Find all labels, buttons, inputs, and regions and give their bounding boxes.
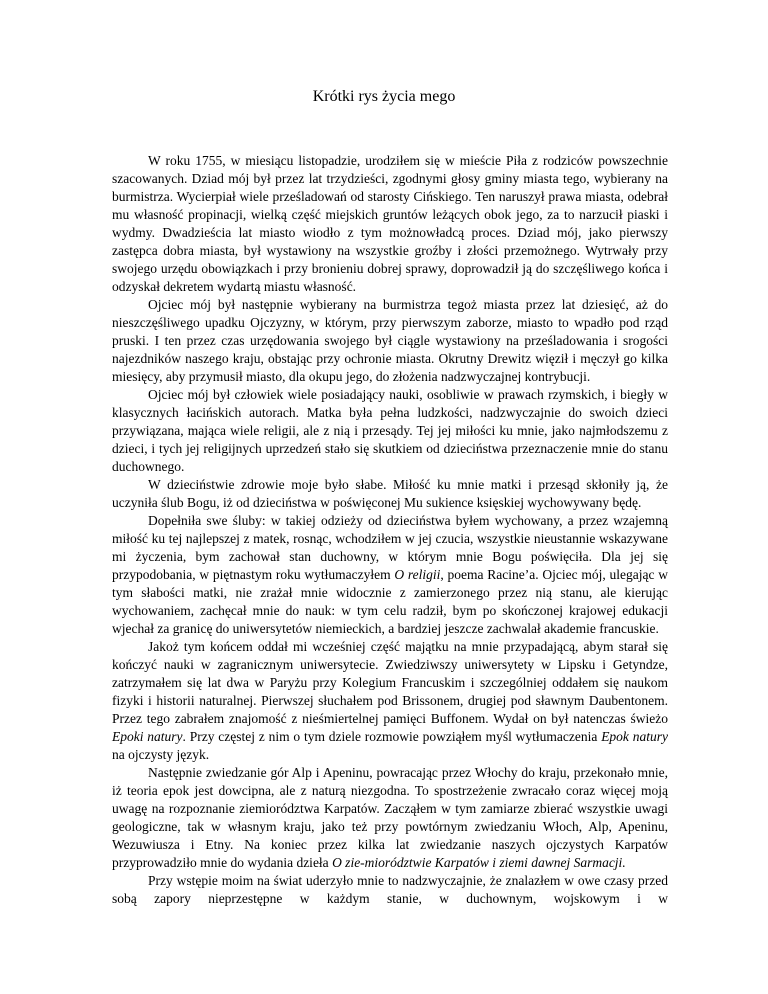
- paragraph-text: W roku 1755, w miesiącu listopadzie, urodziłem się w mieście Piła z rodziców powszechnie szacowanych. Dziad mój był przez lat trzydzieści, zgodnymi głosy gminy miasta tego, wybierany na burmistrza. Wycierpiał wiele prześladowań od starosty Cińskiego. Ten naruszył prawa miasta, odebrał mu własność propinacji, wielką część miejskich gruntów leżących obok jego, za to narzucił piaski i wydmy. Dwadzieścia lat miasto wiodło z tym możnowładcą proces. Dziad mój, jako pierwszy zastępca dobra miasta, był wystawiony na wszystkie groźby i złości przemożnego. Wytrwały przy swojego urzędu obowiązkach i przy bronieniu dobrej sprawy, doprowadził ją do szczęśliwego końca i odzyskał dekretem wydartą miastu własność.: [112, 153, 668, 294]
- paragraph-continued: Przy wstępie moim na świat uderzyło mnie to nadzwyczajnie, że znalazłem w owe czasy przed sobą zapory nieprzestępne w każdym stanie, w duchownym, wojskowym i w: [112, 873, 668, 906]
- paragraph: [112, 296, 668, 386]
- paragraph-text: Jakoż tym końcem oddał mi wcześniej część majątku na mnie przypadającą, abym starał się kończyć nauki w zagranicznym uniwersytecie. Zwiedziwszy uniwersytety w Lipsku i Getyndze, zatrzymałem się lat dwa w Paryżu przy Kolegium Francuskim i szczególniej oddałem się naukom fizyki i historii naturalnej. Pierwszej słuchałem pod Brissonem, drugiej pod sławnym Daubentonem. Przez tego zabrałem znajomość z nieśmiertelnej pamięci Buffonem. Wydał on był natenczas świeżo: [112, 639, 668, 726]
- paragraph-text: . Przy częstej z nim o tym dziele rozmowie powziąłem myśl wytłumaczenia: [182, 729, 602, 744]
- paragraph: [112, 476, 668, 512]
- paragraph-text: Ojciec mój był człowiek wiele posiadający nauki, osobliwie w prawach rzymskich, i biegły w klasycznych łacińskich autorach. Matka była pełna ludzkości, nadzwyczajnie do swoich dzieci przywiązana, mająca wiele religii, ale z nią i przesądy. Tej jej miłości ku mnie, jako najmłodszemu z dzieci, i tych jej religijnych uprzedzeń stało się skutkiem od dzieciństwa przeznaczenie mnie do stanu duchownego.: [112, 387, 668, 474]
- paragraph: [112, 764, 668, 872]
- paragraph: [112, 638, 668, 764]
- paragraph-text: Następnie zwiedzanie gór Alp i Apeninu, powracając przez Włochy do kraju, przekonało mnie, iż teoria epok jest dowcipna, ale z naturą niezgodna. To spostrzeżenie zwracało coraz więcej moją uwagę na rozpoznanie ziemiorództwa Karpatów. Zacząłem w tym zamiarze zbierać wszystkie uwagi geologiczne, tak w własnym kraju, jako też przy powtórnym zwiedzaniu Włoch, Alp, Apeninu, Wezuwiusza i Etny. Na koniec przez kilka lat zwiedzanie naszych ojczystych Karpatów przyprowadziło mnie do wydania dzieła: [112, 765, 668, 870]
- page-title: Krótki rys życia mego: [312, 88, 456, 105]
- paragraph-text: na ojczysty język.: [112, 747, 210, 762]
- document-body: [112, 152, 668, 908]
- italic-title: Epoki natury: [112, 729, 183, 744]
- paragraph: [112, 512, 668, 638]
- paragraph: [112, 152, 668, 296]
- paragraph-text: W dzieciństwie zdrowie moje było słabe. Miłość ku mnie matki i przesąd skłoniły ją, że uczyniła ślub Bogu, iż od dzieciństwa w poświęconej Mu sukience księskiej wychowywany będę.: [112, 477, 668, 510]
- paragraph: [112, 386, 668, 476]
- italic-title: O religii: [394, 567, 441, 582]
- paragraph-text: Ojciec mój był następnie wybierany na burmistrza tegoż miasta przez lat dziesięć, aż do nieszczęśliwego upadku Ojczyzny, w którym, przy pierwszym zaborze, miasto to wpadło pod rząd pruski. I ten przez czas urzędowania swojego był ciągle wystawiony na prześladowania i srogości najezdników naszego kraju, obstając przy ochronie miasta. Okrutny Drewitz więził i męczył go kilka miesięcy, aby przymusił miasto, dla okupu jego, do złożenia nadzwyczajnej kontrybucji.: [112, 297, 668, 384]
- italic-title: Epok natury: [601, 729, 668, 744]
- paragraph-text: , poema Racine’a. Ojciec mój, ulegając w tym słabości matki, nie zrażał mnie widocznie z zamierzonego przez nią stanu, ale kierując wychowaniem, zachęcał mnie do nauk: w tym celu radził, bym po skończonej krajowej edukacji wjechał za granicę do uniwersytetów niemieckich, a bardziej jeszcze zachwalał akademie francuskie.: [112, 567, 668, 636]
- italic-title: O zie-miorództwie Karpatów i ziemi dawnej Sarmacji.: [332, 855, 626, 870]
- paragraph-text: Dopełniła swe śluby: w takiej odzieży od dzieciństwa byłem wychowany, a przez wzajemną miłość ku tej najlepszej z matek, rosnąc, wchodziłem w jej czucia, wszystkie nieustannie wskazywane mi życzenia, bym zachował stan duchowny, w którym mnie Bogu poświęciła. Dla jej się przypodobania, w piętnastym roku wytłumaczyłem: [112, 513, 668, 582]
